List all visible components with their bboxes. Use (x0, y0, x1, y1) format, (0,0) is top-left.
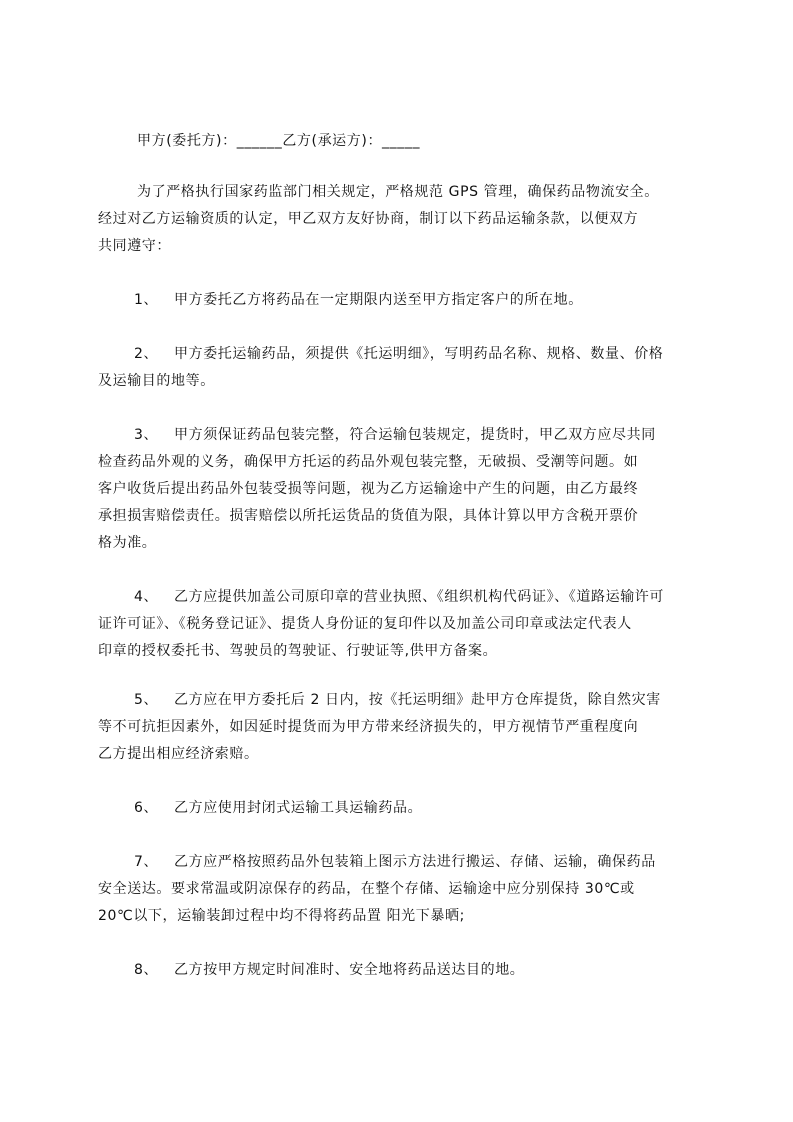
clause-text: 检查药品外观的义务，确保甲方托运的药品外观包装完整，无破损、受潮等问题。如 (98, 454, 639, 470)
clause-number: 4、 (134, 589, 159, 605)
clause-text: 乙方应严格按照药品外包装箱上图示方法进行搬运、存储、运输，确保药品 (174, 854, 656, 870)
clause-text: 格为准。 (98, 535, 157, 551)
clause-number: 1、 (134, 292, 159, 308)
clause-text: 甲方委托运输药品，须提供《托运明细》，写明药品名称、规格、数量、价格 (174, 346, 664, 362)
clause-number: 7、 (134, 854, 159, 870)
clause-text: 承担损害赔偿责任。损害赔偿以所托运货品的货值为限，具体计算以甲方含税开票价 (98, 508, 639, 524)
intro-line: 为了严格执行国家药监部门相关规定，严格规范 GPS 管理，确保药品物流安全。 (137, 184, 659, 200)
intro-line: 经过对乙方运输资质的认定，甲乙双方友好协商，制订以下药品运输条款，以便双方 (98, 211, 639, 227)
clause-text: 乙方按甲方规定时间准时、安全地将药品送达目的地。 (174, 962, 525, 978)
clause-4 (134, 587, 664, 607)
clause-number: 2、 (134, 346, 159, 362)
clause-text: 等不可抗拒因素外，如因延时提货而为甲方带来经济损失的，甲方视情节严重程度向 (98, 719, 639, 735)
clause-number: 6、 (134, 800, 159, 816)
clause-text: 甲方委托乙方将药品在一定期限内送至甲方指定客户的所在地。 (174, 292, 583, 308)
clause-text: 乙方提出相应经济索赔。 (98, 746, 259, 762)
clause-5 (134, 690, 661, 710)
clause-7 (134, 852, 656, 872)
parties-line: 甲方(委托方)：______乙方(承运方)：_____ (137, 133, 421, 149)
clause-6 (134, 798, 422, 818)
clause-text: 20℃以下，运输装卸过程中均不得将药品置 阳光下暴晒; (98, 908, 465, 924)
clause-text: 甲方须保证药品包装完整，符合运输包装规定，提货时，甲乙双方应尽共同 (174, 427, 656, 443)
clause-number: 8、 (134, 962, 159, 978)
clause-3 (134, 425, 656, 445)
clause-8 (134, 960, 524, 980)
clause-2 (134, 344, 663, 364)
clause-text: 客户收货后提出药品外包装受损等问题，视为乙方运输途中产生的问题，由乙方最终 (98, 481, 639, 497)
clause-text: 及运输目的地等。 (98, 373, 215, 389)
clause-text: 印章的授权委托书、驾驶员的驾驶证、行驶证等,供甲方备案。 (98, 643, 498, 659)
clause-text: 乙方应提供加盖公司原印章的营业执照、《组织机构代码证》、《道路运输许可 (174, 589, 664, 605)
clause-text: 证许可证》、《税务登记证》、提货人身份证的复印件以及加盖公司印章或法定代表人 (98, 616, 632, 632)
clause-number: 5、 (134, 692, 159, 708)
clause-1 (134, 290, 583, 310)
clause-text: 安全送达。要求常温或阴凉保存的药品，在整个存储、运输途中应分别保持 30℃或 (98, 881, 635, 897)
clause-text: 乙方应在甲方委托后 2 日内，按《托运明细》赴甲方仓库提货，除自然灾害 (174, 692, 661, 708)
clause-number: 3、 (134, 427, 159, 443)
intro-line: 共同遵守： (98, 238, 171, 254)
clause-text: 乙方应使用封闭式运输工具运输药品。 (174, 800, 423, 816)
